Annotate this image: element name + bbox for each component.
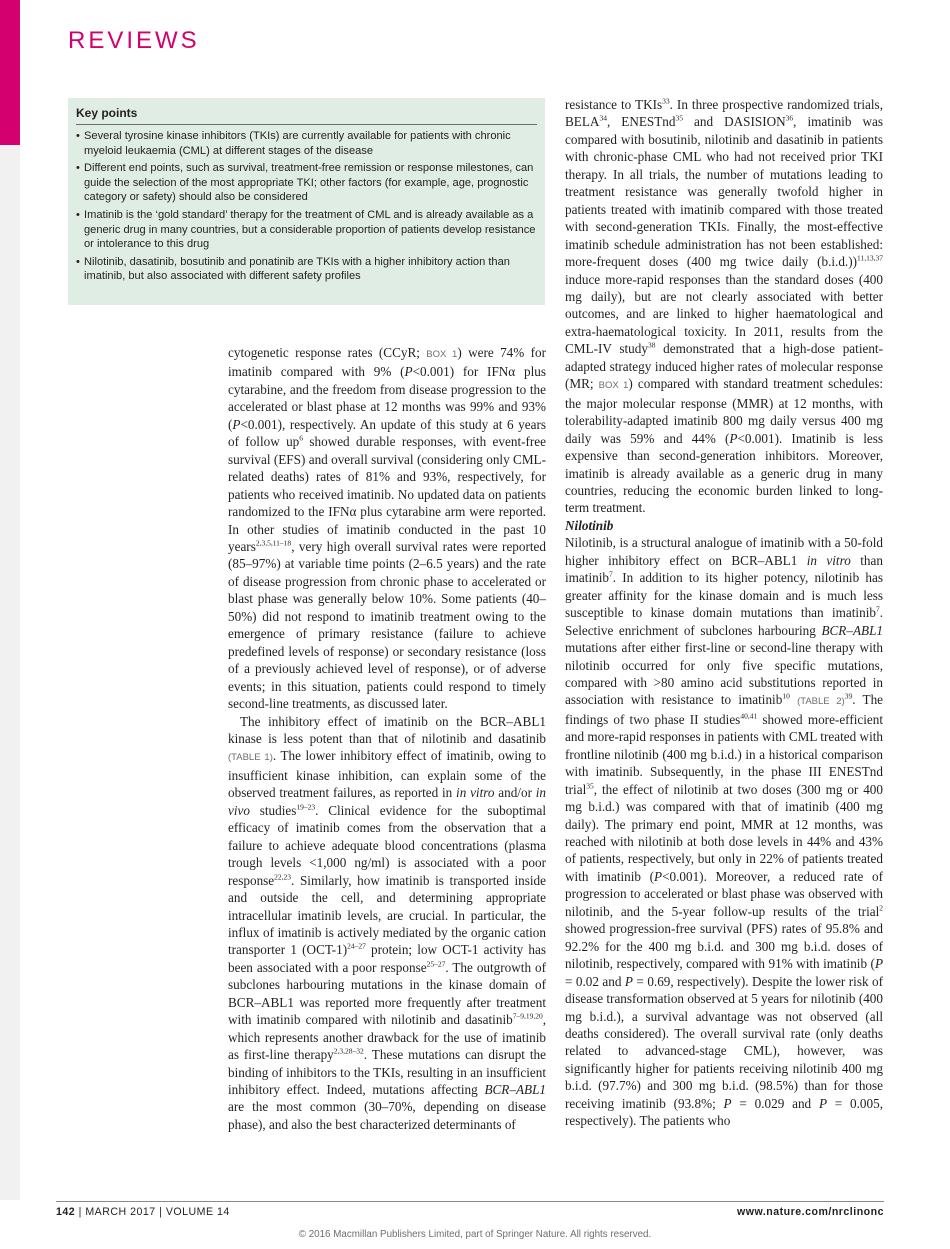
citation-ref[interactable]: 38 — [647, 340, 656, 350]
footer-page-info — [56, 1206, 230, 1218]
citation-ref[interactable]: 2 — [879, 903, 883, 913]
paragraph: The inhibitory effect of imatinib on the BCR–ABL1 kinase is less potent than that of nilotinib and dasatinib (TABLE 1). The lower inhibitory effect of imatinib, owing to insufficient kinase inhibition, can explain some of the observed treatment failures, as reported in in vitro and/or in vivo studies$^{19-23}$. Clinical evidence for the suboptimal efficacy of imatinib comes from the observation that a failure to achieve adequate blood concentrations (plasma trough levels <1,000 ng/ml) is associated with a poor response$^{22,23}$. Similarly, how imatinib is transported inside and outside the cell, and determining appropriate intracellular imatinib levels, are crucial. In particular, the influx of imatinib is actively mediated by the organic cation transporter 1 (OCT-1)$^{24-27}$ protein; low OCT-1 activity has been associated with a poor response$^{25-27}$. The outgrowth of subclones harbouring mutations in the kinase domain of BCR–ABL1 was reported more frequently after treatment with imatinib compared with nilotinib and dasatinib$^{7-9,19,20}$, which represents another drawback for the use of imatinib as first-line therapy$^{2,3,28-32}$. These mutations can disrupt the binding of inhibitors to the TKIs, resulting in an insufficient inhibitory effect. Indeed, mutations affecting BCR–ABL1 are the most common (30–70%, depending on disease phase), and also the best characterized determinants of — [228, 713, 547, 1132]
section-color-tab — [0, 0, 20, 145]
citation-ref[interactable]: 10 — [782, 692, 790, 702]
issue-info: | MARCH 2017 | VOLUME 14 — [75, 1206, 230, 1218]
section-label: REVIEWS — [68, 27, 200, 54]
table-crossref[interactable]: (TABLE 1) — [228, 752, 273, 764]
citation-ref[interactable]: 35 — [586, 781, 594, 791]
page-number: 142 — [56, 1206, 76, 1218]
citation-ref[interactable]: 2,3,5,11–18 — [255, 538, 292, 548]
key-point-item: • Nilotinib, dasatinib, bosutinib and ponatinib are TKIs with a higher inhibitory action than imatinib, but also associated with different safety profiles — [76, 255, 537, 284]
table-crossref[interactable]: (TABLE 2) — [797, 696, 845, 708]
key-points-box — [68, 98, 545, 305]
key-point-item: • Several tyrosine kinase inhibitors (TKIs) are currently available for patients with chronic myeloid leukaemia (CML) at different stages of the disease — [76, 129, 537, 158]
key-point-item: • Imatinib is the ‘gold standard’ therapy for the treatment of CML and is already available as a generic drug in many countries, but a considerable proportion of patients develop resistance or intolerance to this drug — [76, 208, 537, 252]
box-crossref[interactable]: BOX 1 — [426, 349, 458, 360]
citation-ref[interactable]: 6 — [299, 433, 304, 443]
citation-ref[interactable]: 11,13,37 — [857, 253, 883, 263]
citation-ref[interactable]: 7 — [875, 604, 880, 614]
citation-ref[interactable]: 35 — [675, 114, 683, 124]
section-subheading: Nilotinib — [565, 517, 614, 533]
footer-divider — [56, 1201, 884, 1202]
citation-ref[interactable]: 33 — [662, 96, 670, 106]
paragraph: Nilotinib, is a structural analogue of imatinib with a 50-fold higher inhibitory effect on BCR–ABL1 in vitro than imatinib$^7$. In addition to its higher potency, nilotinib has greater affinity for the kinase domain and is much less susceptible to kinase domain mutations than imatinib$^7$. Selective enrichment of subclones harbouring BCR–ABL1 mutations after either first-line or second-line therapy with nilotinib occurred for only five specific mutations, compared with >80 amino acid substitutions reported in association with resistance to imatinib$^{10}$ (TABLE 2)$^{39}$. The findings of two phase II studies$^{40,41}$ showed more-efficient and more-rapid responses in patients with CML treated with frontline nilotinib (400 mg b.i.d.) in a historical comparison with imatinib. Subsequently, in the phase III ENESTnd trial$^{35}$, the effect of nilotinib at two doses (300 mg or 400 mg b.i.d.) was compared with that of imatinib (400 mg daily). The primary end point, MMR at 12 months, was reached with nilotinib at both dose levels in 44% and 43% of patients, respectively, but only in 22% of patients treated with imatinib (P<0.001). Moreover, a reduced rate of progression to accelerated or blast phase was observed with nilotinib, and the 5-year follow-up results of the trial$^2$ showed progression-free survival (PFS) rates of 95.8% and 92.2% for the 400 mg b.i.d. and 300 mg b.i.d. doses of nilotinib, respectively, compared with 91% with imatinib (P = 0.02 and P = 0.69, respectively). Despite the lower risk of disease transformation observed at 5 years for nilotinib (400 mg b.i.d.), a survival advantage was not observed (all deaths considered). The overall survival rate (only deaths related to advanced-stage CML), however, was significantly higher for patients receiving nilotinib 400 mg b.i.d. (97.7%) and 300 mg b.i.d. (98.5%) than for those receiving imatinib (93.8%; P = 0.029 and P = 0.005, respectively). The patients who — [565, 535, 884, 1129]
key-points-title: Key points — [76, 106, 537, 125]
citation-ref[interactable]: 7–9,19,20 — [512, 1011, 543, 1021]
paragraph: cytogenetic response rates (CCyR; BOX 1) were 74% for imatinib compared with 9% (P<0.001) for IFNα plus cytarabine, and the freedom from disease progression to the accelerated or blast phase at 12 months was 99% and 93% (P<0.001), respectively. An update of this study at 6 years of follow up$^6$ showed durable responses, with event-free survival (EFS) and overall survival (considering only CML-related deaths) rates of 81% and 93%, respectively, for patients who received imatinib. No updated data on patients randomized to the IFNα plus cytarabine arm were reported. In other studies of imatinib conducted in the past 10 years$^{2,3,5,11-18}$, very high overall survival rates were reported (85–97%) at variable time points (2–6.5 years) and the rate of disease progression from chronic phase to accelerated or blast phase was generally below 10%. Some patients (40–50%) did not respond to imatinib treatment owing to the emergence of primary resistance (failure to achieve predefined levels of response) or secondary resistance (loss of a previously achieved level of response), or of adverse events; in this situation, patients could respond to timely second-line treatments, as discussed later. — [228, 345, 546, 712]
journal-url[interactable]: www.nature.com/nrclinonc — [737, 1206, 884, 1218]
key-points-list — [76, 129, 537, 284]
citation-ref[interactable]: 34 — [599, 114, 607, 124]
citation-ref[interactable]: 7 — [608, 569, 613, 579]
citation-ref[interactable]: 40,41 — [740, 711, 758, 721]
paragraph: resistance to TKIs$^{33}$. In three prospective randomized trials, BELA$^{34}$, ENESTnd$^{35}$ and DASISION$^{36}$, imatinib was compared with bosutinib, nilotinib and dasatinib in patients with chronic-phase CML who had not received prior TKI therapy. In all trials, the number of mutations leading to treatment resistance was generally twofold higher in patients treated with imatinib compared with those treated with second-generation TKIs. Finally, the most-effective imatinib schedule administration has not been established: more-frequent doses (400 mg twice daily (b.i.d.))$^{11,13,37}$ induce more-rapid responses than the standard doses (400 mg daily), but are not clearly associated with better outcomes, and are linked to higher haematological and extra-haematological toxicity. In 2011, results from the CML-IV study$^{38}$ demonstrated that a high-dose patient-adapted strategy induced higher rates of molecular response (MR; BOX 1) compared with standard treatment schedules: the major molecular response (MMR) at 12 months, with tolerability-adapted imatinib 800 mg daily versus 400 mg daily was 59% and 44% (P<0.001). Imatinib is less expensive than second-generation inhibitors. Moreover, imatinib is already available as a generic drug in many countries, reducing the economic burden linked to long-term treatment. — [565, 96, 883, 516]
citation-ref[interactable]: 22,23 — [274, 872, 292, 882]
citation-ref[interactable]: 39 — [844, 692, 853, 702]
box-crossref[interactable]: BOX 1 — [598, 380, 629, 392]
page-edge-strip — [0, 0, 20, 1200]
citation-ref[interactable]: 25–27 — [426, 959, 446, 969]
body-column-left — [228, 344, 546, 1133]
copyright-notice: © 2016 Macmillan Publishers Limited, part of Springer Nature. All rights reserved. — [298, 1229, 652, 1240]
citation-ref[interactable]: 19–23 — [296, 802, 316, 812]
citation-ref[interactable]: 36 — [785, 114, 794, 124]
citation-ref[interactable]: 24–27 — [347, 942, 366, 952]
citation-ref[interactable]: 2,3,28–32 — [333, 1046, 364, 1056]
key-point-item: • Different end points, such as survival, treatment-free remission or response milestones, can guide the selection of the most appropriate TKI; other factors (for example, age, prognostic category or safety) should also be considered — [76, 161, 537, 205]
body-column-right — [565, 96, 883, 1130]
